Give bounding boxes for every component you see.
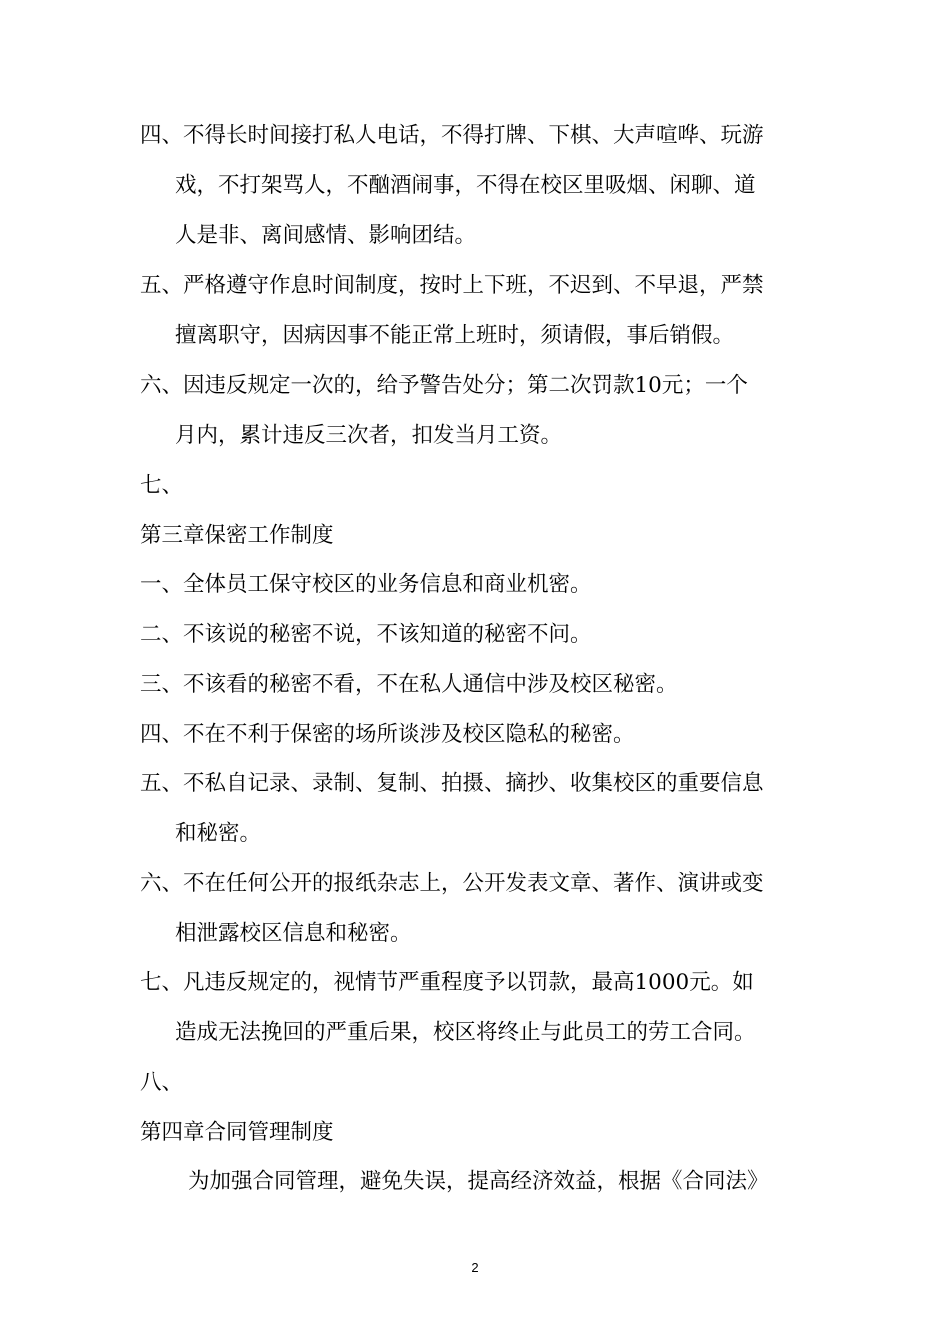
text-line: 六、不在任何公开的报纸杂志上，公开发表文章、著作、演讲或变: [140, 871, 764, 896]
text-line: 四、不得长时间接打私人电话，不得打牌、下棋、大声喧哗、玩游: [140, 123, 764, 148]
text-line: 八、: [140, 1070, 184, 1095]
text-line: 造成无法挽回的严重后果，校区将终止与此员工的劳工合同。: [175, 1020, 756, 1045]
text-line: 四、不在不利于保密的场所谈涉及校区隐私的秘密。: [140, 722, 635, 747]
text-line: 五、不私自记录、录制、复制、拍摄、摘抄、收集校区的重要信息: [140, 771, 764, 796]
text-line: 为加强合同管理，避免失误，提高经济效益，根据《合同法》: [188, 1169, 769, 1194]
text-line: 人是非、离间感情、影响团结。: [175, 223, 477, 248]
text-line: 二、不该说的秘密不说，不该知道的秘密不问。: [140, 622, 592, 647]
text-line: 月内，累计违反三次者，扣发当月工资。: [175, 423, 563, 448]
text-line: 相泄露校区信息和秘密。: [175, 921, 412, 946]
text-line: 五、严格遵守作息时间制度，按时上下班，不迟到、不早退，严禁: [140, 273, 764, 298]
page-number: 2: [471, 1260, 479, 1275]
text-line: 六、因违反规定一次的，给予警告处分；第二次罚款10元；一个: [140, 373, 748, 398]
text-line: 戏，不打架骂人，不酗酒闹事，不得在校区里吸烟、闲聊、道: [175, 173, 756, 198]
text-line: 一、全体员工保守校区的业务信息和商业机密。: [140, 572, 592, 597]
chapter-heading: 第三章保密工作制度: [140, 523, 334, 548]
text-line: 和秘密。: [175, 821, 262, 846]
text-line: 擅离职守，因病因事不能正常上班时，须请假，事后销假。: [175, 323, 735, 348]
text-line: 七、: [140, 473, 184, 498]
chapter-heading: 第四章合同管理制度: [140, 1120, 334, 1145]
text-line: 三、不该看的秘密不看，不在私人通信中涉及校区秘密。: [140, 672, 678, 697]
text-line: 七、凡违反规定的，视情节严重程度予以罚款，最高1000元。如: [140, 970, 754, 995]
